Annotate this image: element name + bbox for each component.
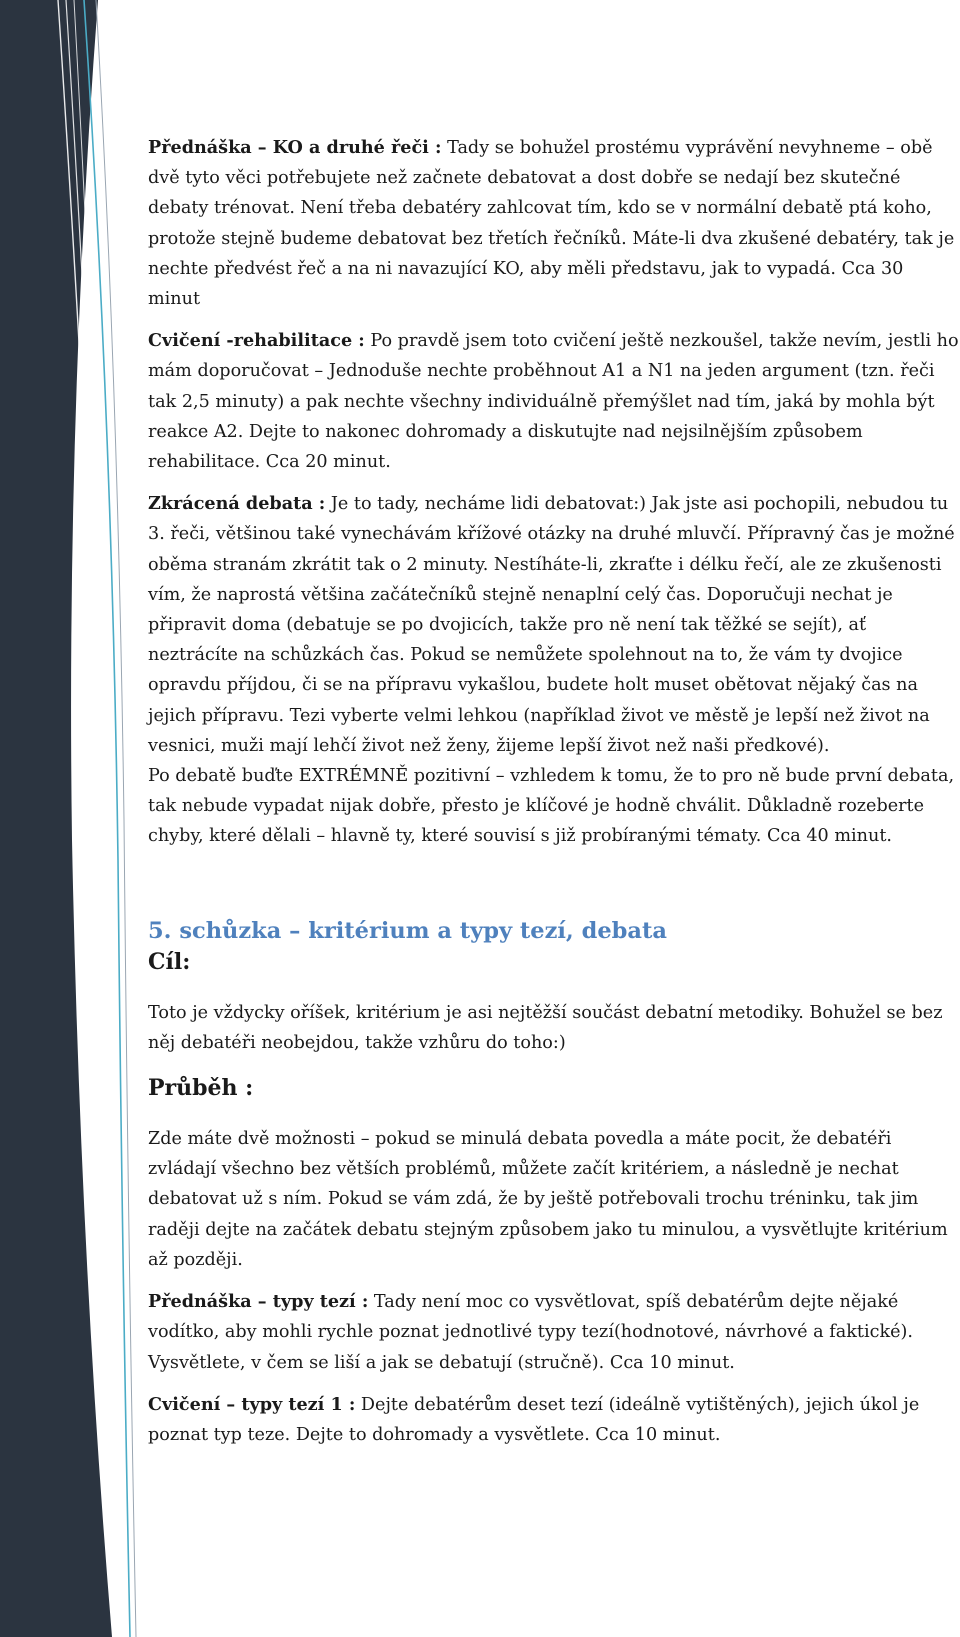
- paragraph-rehabilitation-exercise-text: Po pravdě jsem toto cvičení ještě nezkoušel, takže nevím, jestli ho mám doporučovat – Jednoduše nechte proběhnout A1 a N1 na jeden argument (tzn. řeči tak 2,5 minuty) a pak nechte všechny individuálně přemýšlet nad tím, jaká by mohla být reakce A2. Dejte to nakonec dohromady a diskutujte nad nejsilnějším způsobem rehabilitace. Cca 20 minut.: [148, 331, 959, 473]
- paragraph-short-debate-text: Je to tady, necháme lidi debatovat:) Jak jste asi pochopili, nebudou tu 3. řeči, většinou také vynechávám křížové otázky na druhé mluvčí. Přípravný čas je možné oběma stranám zkrátit tak o 2 minuty. Nestíháte-li, zkraťte i délku řečí, ale ze zkušenosti vím, že naprostá většina začátečníků stejně nenaplní celý čas. Doporučuji nechat je připravit doma (debatuje se po dvojicích, takže pro ně není tak těžké se sejít), ať neztrácíte na schůzkách čas. Pokud se nemůžete spolehnout na to, že vám ty dvojice opravdu příjdou, či se na přípravu vykašlou, budete holt muset obětovat nějaký čas na jejich přípravu. Tezi vyberte velmi lehkou (například život ve městě je lepší než život na vesnici, muži mají lehčí život než ženy, žijeme lepší život než naši předkové).: [148, 494, 955, 756]
- section-heading: 5. schůzka – kritérium a typy tezí, debata: [148, 917, 667, 944]
- paragraph-rehabilitation-exercise: [148, 326, 960, 477]
- sidebar-dark-band: [0, 0, 112, 1637]
- course-paragraph: Zde máte dvě možnosti – pokud se minulá debata povedla a máte pocit, že debatéři zvládají všechno bez větších problémů, můžete začít kritériem, a následně je nechat debatovat už s ním. Pokud se vám zdá, že by ještě potřebovali trochu tréninku, tak jim raději dejte na začátek debatu stejným způsobem jako tu minulou, a vysvětlujte kritérium až později.: [148, 1129, 948, 1270]
- paragraph-exercise-thesis-types-text: Dejte debatérům deset tezí (ideálně vytištěných), jejich úkol je poznat typ teze. Dejte to dohromady a vysvětlete. Cca 10 minut.: [148, 1394, 920, 1445]
- paragraph-lecture-thesis-types: [148, 1287, 960, 1378]
- paragraph-lecture-thesis-types-text: Tady není moc co vysvětlovat, spíš debatérům dejte nějaké vodítko, aby mohli rychle poznat jednotlivé typy tezí(hodnotové, návrhové a faktické). Vysvětlete, v čem se liší a jak se debatují (stručně). Cca 10 minut.: [148, 1292, 913, 1373]
- paragraph-lecture-ko: [148, 133, 960, 314]
- paragraph-short-debate-text-after: Po debatě buďte EXTRÉMNĚ pozitivní – vzhledem k tomu, že to pro ně bude první debata, tak nebude vypadat nijak dobře, přesto je klíčové je hodně chválit. Důkladně rozeberte chyby, které dělali – hlavně ty, které souvisí s již probíranými tématy. Cca 40 minut.: [148, 766, 955, 847]
- paragraph-exercise-thesis-types-title: Cvičení – typy tezí 1 :: [148, 1393, 356, 1415]
- paragraph-rehabilitation-exercise-title: Cvičení -rehabilitace :: [148, 330, 365, 352]
- course-heading: Průběh :: [148, 1075, 254, 1102]
- goal-paragraph: Toto je vždycky oříšek, kritérium je asi nejtěžší součást debatní metodiky. Bohužel se bez něj debatéři neobejdou, takže vzhůru do toho:): [148, 1002, 943, 1053]
- goal-heading: Cíl:: [148, 948, 191, 975]
- decorative-sidebar: [0, 0, 140, 1637]
- document-body: [148, 133, 960, 1462]
- section-spacer: [148, 864, 960, 916]
- paragraph-lecture-ko-title: Přednáška – KO a druhé řeči :: [148, 137, 442, 158]
- paragraph-short-debate: [148, 489, 960, 851]
- paragraph-lecture-ko-text: Tady se bohužel prostému vyprávění nevyhneme – obě dvě tyto věci potřebujete než začnete debatovat a dost dobře se nedají bez skutečné debaty trénovat. Není třeba debatéry zahlcovat tím, kdo se v normální debatě ptá koho, protože stejně budeme debatovat bez třetích řečníků. Máte-li dva zkušené debatéry, tak je nechte předvést řeč a na ni navazující KO, aby měli představu, jak to vypadá. Cca 30 minut: [148, 138, 955, 310]
- paragraph-short-debate-title: Zkrácená debata :: [148, 493, 326, 515]
- paragraph-exercise-thesis-types: [148, 1390, 960, 1450]
- paragraph-lecture-thesis-types-title: Přednáška – typy tezí :: [148, 1291, 369, 1313]
